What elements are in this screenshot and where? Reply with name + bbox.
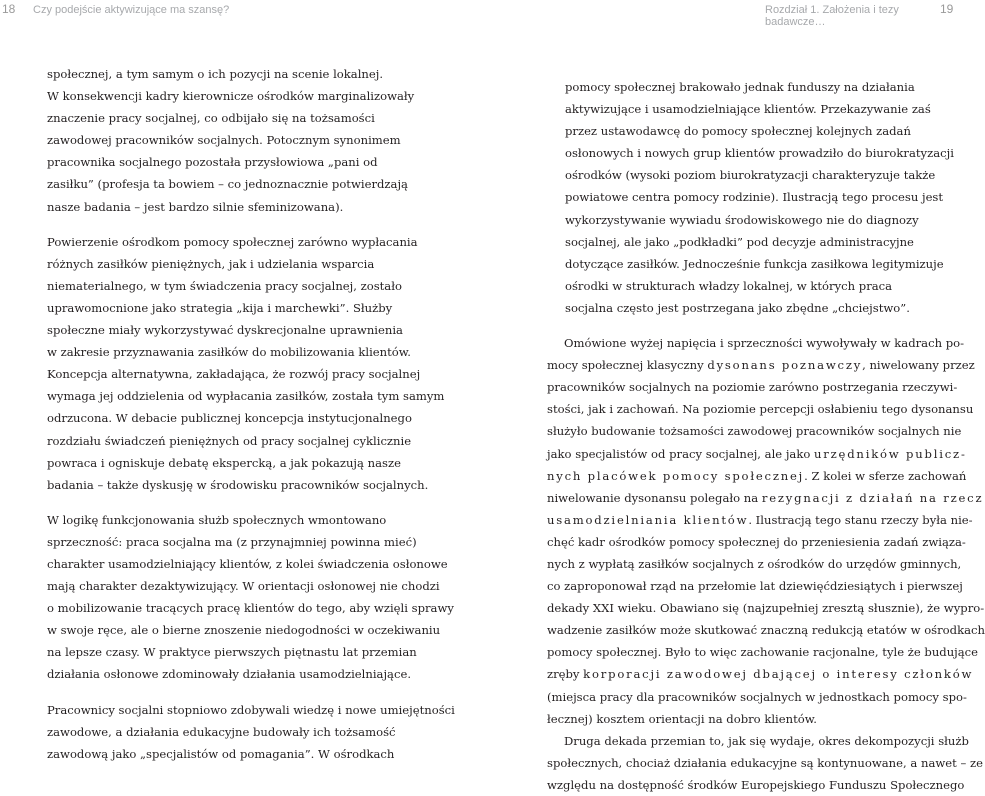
text-run: . Z kolei w sferze zachowań <box>804 468 967 483</box>
text-line: chęć kadr ośrodków pomocy społecznej do przeniesienia zadań związa- <box>547 534 966 549</box>
text-line: sprzeczność: praca socjalna ma (z przynajmniej powinna mieć) <box>47 534 417 549</box>
text-line: nych z wypłatą zasiłków socjalnych z ośrodków do urzędów gminnych, <box>547 556 962 571</box>
text-line: o mobilizowanie tracących pracę klientów do tego, aby wzięli sprawy <box>47 601 454 616</box>
emphasis-text: dysonans poznawczy <box>707 358 863 373</box>
paragraph-2 <box>47 231 455 496</box>
text-line: zawodowe, a działania edukacyjne budowały ich tożsamość <box>47 724 396 739</box>
text-line: w zakresie przyznawania zasiłków do mobilizowania klientów. <box>47 345 411 360</box>
paragraph-3 <box>47 509 455 686</box>
text-line <box>547 509 985 531</box>
paragraph-3 <box>547 730 985 796</box>
text-line: W logikę funkcjonowania służb społecznych wmontowano <box>47 512 387 527</box>
text-line <box>547 663 985 685</box>
text-line: co zaproponował rząd na przełomie lat dziewięćdziesiątych i pierwszej <box>547 579 963 594</box>
text-line <box>547 487 985 509</box>
right-page-text <box>547 76 985 796</box>
text-line: znaczenie pracy socjalnej, co odbijało się na tożsamości <box>47 111 375 126</box>
paragraph-2 <box>547 332 985 730</box>
text-line: (miejsca pracy dla pracowników socjalnych w jednostkach pomocy spo- <box>547 689 967 704</box>
text-line: badania – także dyskusję w środowisku pracowników socjalnych. <box>47 477 429 492</box>
emphasis-text: nych placówek pomocy społecznej <box>547 468 805 483</box>
text-line: Koncepcja alternatywna, zakładająca, że rozwój pracy socjalnej <box>47 367 421 382</box>
running-header <box>0 0 959 28</box>
text-line: wykorzystywanie wywiadu środowiskowego nie do diagnozy <box>565 212 919 227</box>
text-line: Powierzenie ośrodkom pomocy społecznej zarówno wypłacania <box>47 234 418 249</box>
left-running-title: Czy podejście aktywizujące ma szansę? <box>33 4 230 16</box>
text-line: społecznej, a tym samym o ich pozycji na scenie lokalnej. <box>47 67 384 81</box>
text-line: pomocy społecznej brakowało jednak funduszy na działania <box>565 80 915 94</box>
text-line: charakter usamodzielniający klientów, z kolei świadczenia osłonowe <box>47 556 448 571</box>
right-page-number: 19 <box>940 2 954 16</box>
emphasis-text: rezygnacji z działań na rzecz <box>761 490 984 505</box>
text-line: socjalna często jest postrzegana jako zbędne „chciejstwo”. <box>565 300 910 315</box>
text-line: wymaga jej oddzielenia od wypłacania zasiłków, została tym samym <box>47 389 445 404</box>
text-run: niwelowanie dysonansu polegało na <box>547 490 762 505</box>
text-line: Druga dekada przemian to, jak się wydaje, okres dekompozycji służb <box>564 733 969 748</box>
text-line: rozdziału świadczeń pieniężnych od pracy socjalnej cyklicznie <box>47 433 412 448</box>
text-line: socjalnej, ale jako „podkładki” pod decyzje administracyjne <box>565 234 914 249</box>
text-line: przez ustawodawcę do pomocy społecznej kolejnych zadań <box>565 124 911 139</box>
text-line: dekady XXI wieku. Obawiano się (najzupełniej zresztą słusznie), że wypro- <box>547 601 985 616</box>
text-line: osłonowych i nowych grup klientów prowadziło do biurokratyzacji <box>565 146 954 161</box>
text-run: mocy społecznej klasyczny <box>547 358 708 373</box>
text-line: pomocy społecznej. Było to więc zachowanie racjonalne, tyle że budujące <box>547 645 979 660</box>
text-line: na lepsze czasy. W praktyce pierwszych piętnastu lat przemian <box>47 645 417 660</box>
text-line: zawodową jako „specjalistów od pomagania”. W ośrodkach <box>47 746 395 761</box>
text-line: w swoje ręce, ale o bierne znoszenie niedogodności w oczekiwaniu <box>47 623 441 638</box>
text-line <box>547 354 985 376</box>
text-line: odrzucona. W debacie publicznej koncepcja instytucjonalnego <box>47 411 412 426</box>
text-line: powiatowe centra pomocy rodzinie). Ilustracją tego procesu jest <box>565 190 944 205</box>
text-line: ośrodki w strukturach władzy lokalnej, w których praca <box>565 278 893 293</box>
emphasis-text: urzędników publicz- <box>814 446 967 461</box>
text-line: pracowników socjalnych na poziomie zarówno postrzegania rzeczywi- <box>547 380 958 395</box>
text-run: jako specjalistów od pracy socjalnej, ale jako <box>547 446 815 461</box>
text-line: ośrodków (wysoki poziom biurokratyzacji charakteryzuje także <box>565 168 936 183</box>
emphasis-text: korporacji zawodowej dbającej o interesy członków <box>583 667 974 682</box>
text-line: dotyczące zasiłków. Jednocześnie funkcja zasiłkowa legitymizuje <box>565 256 944 271</box>
text-line <box>547 443 985 465</box>
text-line: powraca i ogniskuje debatę ekspercką, a jak pokazują nasze <box>47 455 401 470</box>
text-line: W konsekwencji kadry kierownicze ośrodków marginalizowały <box>47 89 415 104</box>
emphasis-text: usamodzielniania klientów <box>547 512 749 527</box>
left-page-number: 18 <box>2 2 16 16</box>
text-line: aktywizujące i usamodzielniające klientów. Przekazywanie zaś <box>565 102 931 117</box>
text-run: zręby <box>547 667 584 682</box>
paragraph-4 <box>47 699 455 765</box>
text-run: . Ilustracją tego stanu rzeczy była nie- <box>748 512 973 527</box>
right-running-title: Rozdział 1. Założenia i tezy badawcze… <box>765 4 899 28</box>
text-line: działania osłonowe zdominowały działania usamodzielniające. <box>47 667 412 682</box>
text-line: Omówione wyżej napięcia i sprzeczności wywoływały w kadrach po- <box>564 336 965 351</box>
left-page-text <box>47 63 455 765</box>
text-line: mają charakter dezaktywizujący. W orientacji osłonowej nie chodzi <box>47 579 440 594</box>
text-line: zawodowej pracowników socjalnych. Potocznym synonimem <box>47 133 401 148</box>
text-line: zasiłku” (profesja ta bowiem – co jednoznacznie potwierdzają <box>47 177 408 192</box>
text-line: uprawomocnione jako strategia „kija i marchewki”. Służby <box>47 300 393 315</box>
text-line: nasze badania – jest bardzo silnie sfeminizowana). <box>47 199 344 214</box>
text-line: służyło budowanie tożsamości zawodowej pracowników socjalnych nie <box>547 424 962 439</box>
text-line: łecznej) kosztem orientacji na dobro klientów. <box>547 711 817 726</box>
text-line: stości, jak i zachowań. Na poziomie percepcji osłabieniu tego dysonansu <box>547 402 974 417</box>
text-line: społecznych, chociaż działania edukacyjne są kontynuowane, a nawet – ze <box>547 755 983 770</box>
paragraph-1 <box>547 76 985 319</box>
paragraph-1 <box>47 63 455 218</box>
text-run: , niwelowany przez <box>862 358 975 373</box>
text-line: niematerialnego, w tym świadczenia pracy socjalnej, zostało <box>47 278 402 293</box>
text-line: pracownika socjalnego pozostała przysłowiowa „pani od <box>47 155 378 170</box>
text-line <box>547 465 985 487</box>
text-line: Pracownicy socjalni stopniowo zdobywali wiedzę i nowe umiejętności <box>47 702 455 717</box>
text-line: względu na dostępność środków Europejskiego Funduszu Społecznego <box>547 777 965 792</box>
text-line: wadzenie zasiłków może skutkować znaczną redukcją etatów w ośrodkach <box>547 623 985 638</box>
text-line: społeczne miały wykorzystywać dyskrecjonalne uprawnienia <box>47 323 403 338</box>
text-line: różnych zasiłków pieniężnych, jak i udzielania wsparcia <box>47 256 375 271</box>
